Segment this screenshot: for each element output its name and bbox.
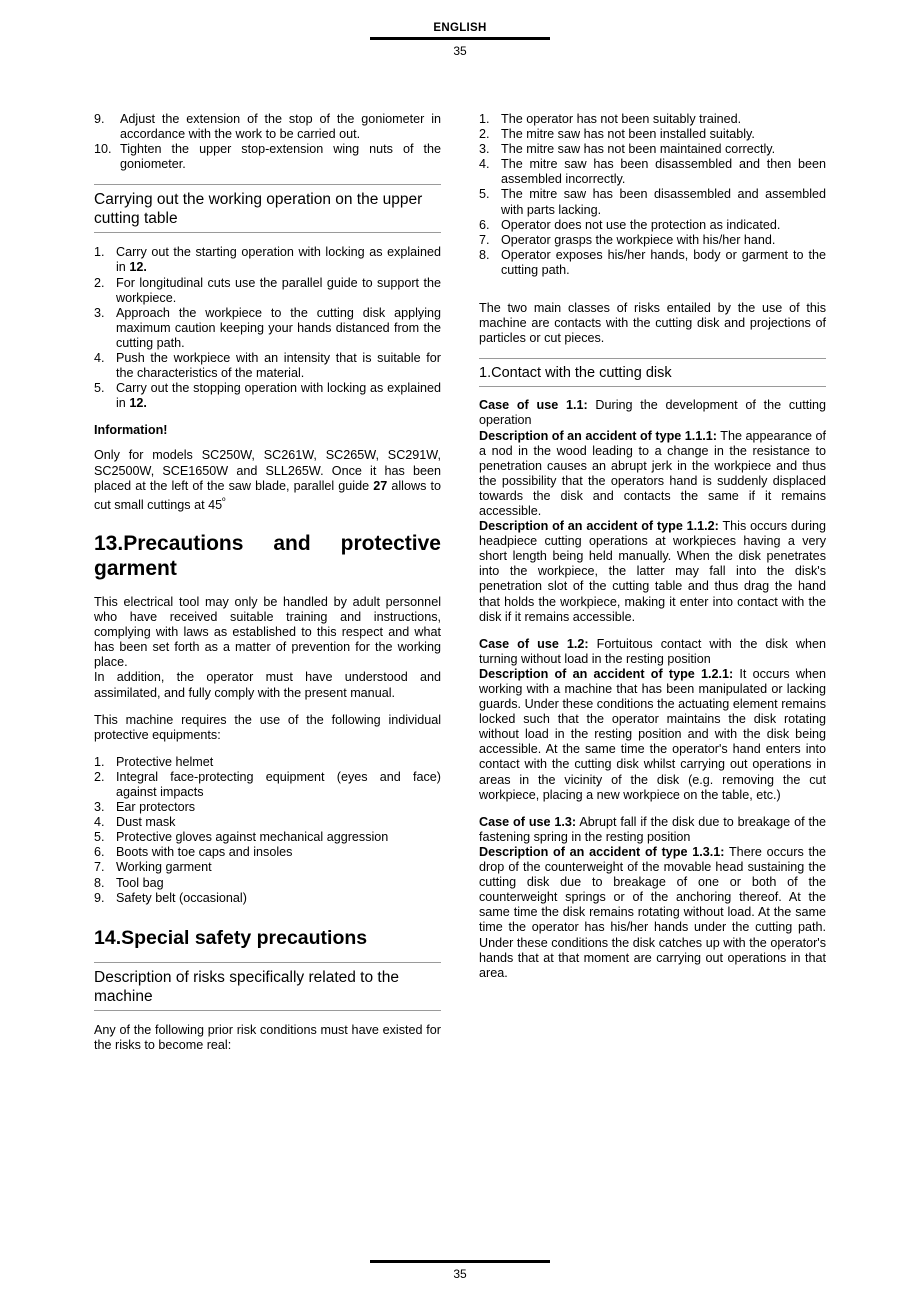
list-item-emphasis: 12. [129, 396, 147, 411]
list-item-text: Integral face-protecting equipment (eyes and face) against impacts [116, 769, 441, 799]
section-heading-risk-description [94, 962, 441, 1011]
list-item-number: 5. [479, 187, 490, 202]
accident-text: This occurs during headpiece cutting operations at workpieces having a very short length being held manually. When the disk penetrates into the workpiece, the latter may fall into the disk's penetration slot of the cutting table and thus drag the hand that holds the workpiece, making it enter into contact with the disk if it remains accessible. [479, 519, 826, 624]
subsection-heading-contact-with-disk [479, 358, 826, 387]
list-item [479, 233, 826, 248]
chapter-14-title: 14.Special safety precautions [94, 926, 368, 949]
chapter-13-paragraph-3: This machine requires the use of the following individual protective equipments: [94, 712, 441, 742]
list-item [94, 276, 441, 306]
list-item-number: 5. [94, 381, 105, 396]
list-item [479, 187, 826, 217]
list-item [479, 248, 826, 278]
rule [479, 386, 826, 387]
list-item-text: The mitre saw has been disassembled and then been assembled incorrectly. [501, 157, 826, 187]
models-text-a: Only for models SC250W, SC261W, SC265W, SC291W, SC2500W, SCE1650W and SLL265W. Once it has been placed at the left of the saw blade, parallel guide [94, 448, 441, 493]
list-item [94, 112, 441, 142]
list-item-number: 1. [94, 754, 105, 769]
list-item-number: 1. [94, 245, 105, 260]
list-item-text: Operator exposes his/her hands, body or garment to the cutting path. [501, 247, 826, 277]
list-item-number: 3. [94, 800, 105, 815]
list-item [94, 815, 441, 830]
list-item-text: Dust mask [116, 815, 176, 830]
list-item-number: 2. [94, 275, 105, 290]
case-label: Case of use 1.2: [479, 636, 589, 651]
list-item-number: 7. [94, 860, 105, 875]
chapter-13-title: 13.Precautions and protective garment [94, 531, 441, 580]
list-item-number: 5. [94, 830, 105, 845]
list-item [94, 245, 441, 275]
footer-page-number: 35 [453, 1267, 467, 1281]
continued-numbered-list [94, 112, 441, 172]
case-text: During the development of the cutting operation [479, 398, 826, 428]
list-item [94, 755, 441, 770]
list-item [94, 770, 441, 800]
accident-text: It occurs when working with a machine that has been manipulated or lacking guards. Under these conditions the actuating element remains locked such that the operator maintains the disk rotating without load in the resting position and with the disk being accessible. At the same time the operator's hand enters into contact with the cutting disk whilst carrying out operations in areas in the vicinity of the disk (e.g. removing the cut workpiece, placing a new workpiece on the table, etc.) [479, 666, 827, 802]
list-item-text: The operator has not been suitably trained. [501, 112, 742, 126]
accident-1-2-1 [479, 667, 826, 803]
chapter-13-paragraph-1: This electrical tool may only be handled by adult personnel who have received suitable training and instructions, complying with laws as established to this respect and what has been set forth as a matter of prevention for the working place. [94, 594, 441, 670]
case-text: Abrupt fall if the disk due to breakage of the fastening spring in the resting position [479, 814, 826, 844]
list-item-number: 9. [94, 890, 105, 905]
rule [94, 1010, 441, 1011]
accident-label: Description of an accident of type 1.3.1: [479, 844, 725, 859]
accident-label: Description of an accident of type 1.1.1: [479, 428, 717, 443]
list-item-text: Ear protectors [116, 800, 196, 815]
list-item-text: Protective helmet [116, 754, 214, 769]
list-item-text: Push the workpiece with an intensity that is suitable for the characteristics of the material. [116, 351, 441, 381]
header-divider [370, 37, 550, 40]
section-heading-working-operation [94, 184, 441, 233]
page-footer [0, 1260, 920, 1281]
accident-label: Description of an accident of type 1.2.1: [479, 666, 734, 681]
page-header [0, 22, 920, 58]
list-item-text: The mitre saw has been disassembled and assembled with parts lacking. [501, 187, 826, 217]
list-item [94, 800, 441, 815]
list-item-text: Adjust the extension of the stop of the goniometer in accordance with the work to be carried out. [120, 112, 441, 142]
list-item-number: 9. [94, 112, 105, 126]
list-item-text: Approach the workpiece to the cutting disk applying maximum caution keeping your hands distanced from the cutting path. [116, 305, 441, 350]
list-item-number: 3. [479, 142, 490, 157]
section-heading-text: Carrying out the working operation on the upper cutting table [94, 191, 423, 228]
list-item-number: 10. [94, 142, 112, 157]
two-column-body [94, 112, 826, 1065]
list-item [94, 351, 441, 381]
list-item-number: 8. [94, 875, 105, 890]
ppe-list [94, 755, 441, 906]
list-item [94, 830, 441, 845]
case-of-use-1-1 [479, 398, 826, 428]
accident-1-3-1 [479, 845, 826, 981]
list-item-number: 2. [479, 127, 490, 142]
case-text: Fortuitous contact with the disk when turning without load in the resting position [479, 636, 826, 666]
list-item-text: Protective gloves against mechanical aggression [116, 830, 389, 845]
list-item-text: Working garment [116, 860, 212, 875]
list-item-text: The mitre saw has not been maintained correctly. [501, 142, 776, 157]
spacer [479, 290, 826, 301]
list-item-text: Tighten the upper stop-extension wing nuts of the goniometer. [120, 142, 441, 172]
working-operation-steps [94, 245, 441, 411]
list-item [94, 845, 441, 860]
list-item-emphasis: 12. [129, 260, 147, 275]
list-item [94, 876, 441, 891]
left-column [94, 112, 441, 1065]
list-item [94, 860, 441, 875]
list-item [479, 157, 826, 187]
list-item-number: 3. [94, 305, 105, 320]
chapter-13-paragraph-2: In addition, the operator must have understood and assimilated, and fully comply with the present manual. [94, 670, 441, 700]
list-item-number: 7. [479, 232, 490, 247]
list-item [94, 306, 441, 351]
rule [479, 358, 826, 359]
list-item [94, 891, 441, 906]
case-label: Case of use 1.1: [479, 398, 588, 413]
list-item-text: Tool bag [116, 875, 164, 890]
list-item-number: 8. [479, 247, 490, 262]
list-item [94, 142, 441, 172]
list-item-text: The mitre saw has not been installed suitably. [501, 127, 755, 142]
accident-1-1-2 [479, 519, 826, 625]
list-item [479, 127, 826, 142]
list-item-text: Carry out the starting operation with locking as explained in [116, 245, 441, 275]
case-of-use-1-3 [479, 815, 826, 845]
list-item-text: For longitudinal cuts use the parallel guide to support the workpiece. [116, 275, 441, 305]
right-column [479, 112, 826, 1065]
list-item-number: 1. [479, 112, 490, 126]
accident-text: The appearance of a nod in the wood leading to a change in the resistance to penetration causes an abrupt jerk in the workpiece and thus the possibility that the operators hand is suddenly displaced towards the disk and contacts the same if it remains accessible. [479, 428, 827, 518]
information-label: Information! [94, 423, 168, 438]
list-item-text: Safety belt (occasional) [116, 890, 247, 905]
parallel-guide-number: 27 [373, 478, 388, 493]
rule [94, 962, 441, 963]
list-item [94, 381, 441, 411]
list-item-number: 6. [479, 217, 490, 232]
accident-label: Description of an accident of type 1.1.2: [479, 519, 719, 534]
footer-divider [370, 1260, 550, 1263]
degree-symbol: º [222, 495, 226, 506]
chapter-14-paragraph-1: Any of the following prior risk conditions must have existed for the risks to become real: [94, 1022, 441, 1052]
subsection-heading-text: 1.Contact with the cutting disk [479, 365, 672, 382]
case-of-use-1-2 [479, 637, 826, 667]
list-item-text: Carry out the stopping operation with locking as explained in [116, 381, 441, 411]
list-item-number: 2. [94, 769, 105, 784]
case-label: Case of use 1.3: [479, 814, 577, 829]
models-text-b: allows to cut small cuttings at 45 [94, 478, 441, 512]
list-item [479, 218, 826, 233]
list-item-text: Operator grasps the workpiece with his/her hand. [501, 232, 776, 247]
two-classes-paragraph: The two main classes of risks entailed by the use of this machine are contacts with the cutting disk and projections of particles or cut pieces. [479, 301, 826, 346]
header-language-label: ENGLISH [433, 22, 487, 34]
list-item [479, 112, 826, 127]
section-heading-text: Description of risks specifically related to the machine [94, 968, 399, 1005]
list-item-text: Operator does not use the protection as indicated. [501, 217, 781, 232]
accident-text: There occurs the drop of the counterweight of the movable head sustaining the cutting disk due to breakage of one or both of the counterweight springs or of the anchoring thereof. At the same time the disk remains rotating without load. At the same time the operator has his/her hands under the cutting path. Under these conditions the disk catches up with the operator's hands that at that moment are carrying out operations in that area. [479, 844, 826, 980]
list-item-text: Boots with toe caps and insoles [116, 845, 293, 860]
accident-1-1-1 [479, 429, 826, 520]
list-item [479, 142, 826, 157]
list-item-number: 6. [94, 845, 105, 860]
list-item-number: 4. [94, 351, 105, 366]
rule [94, 232, 441, 233]
rule [94, 184, 441, 185]
list-item-number: 4. [479, 157, 490, 172]
models-paragraph [94, 448, 441, 513]
list-item-number: 4. [94, 815, 105, 830]
header-page-number: 35 [453, 44, 467, 58]
risk-conditions-list [479, 112, 826, 278]
